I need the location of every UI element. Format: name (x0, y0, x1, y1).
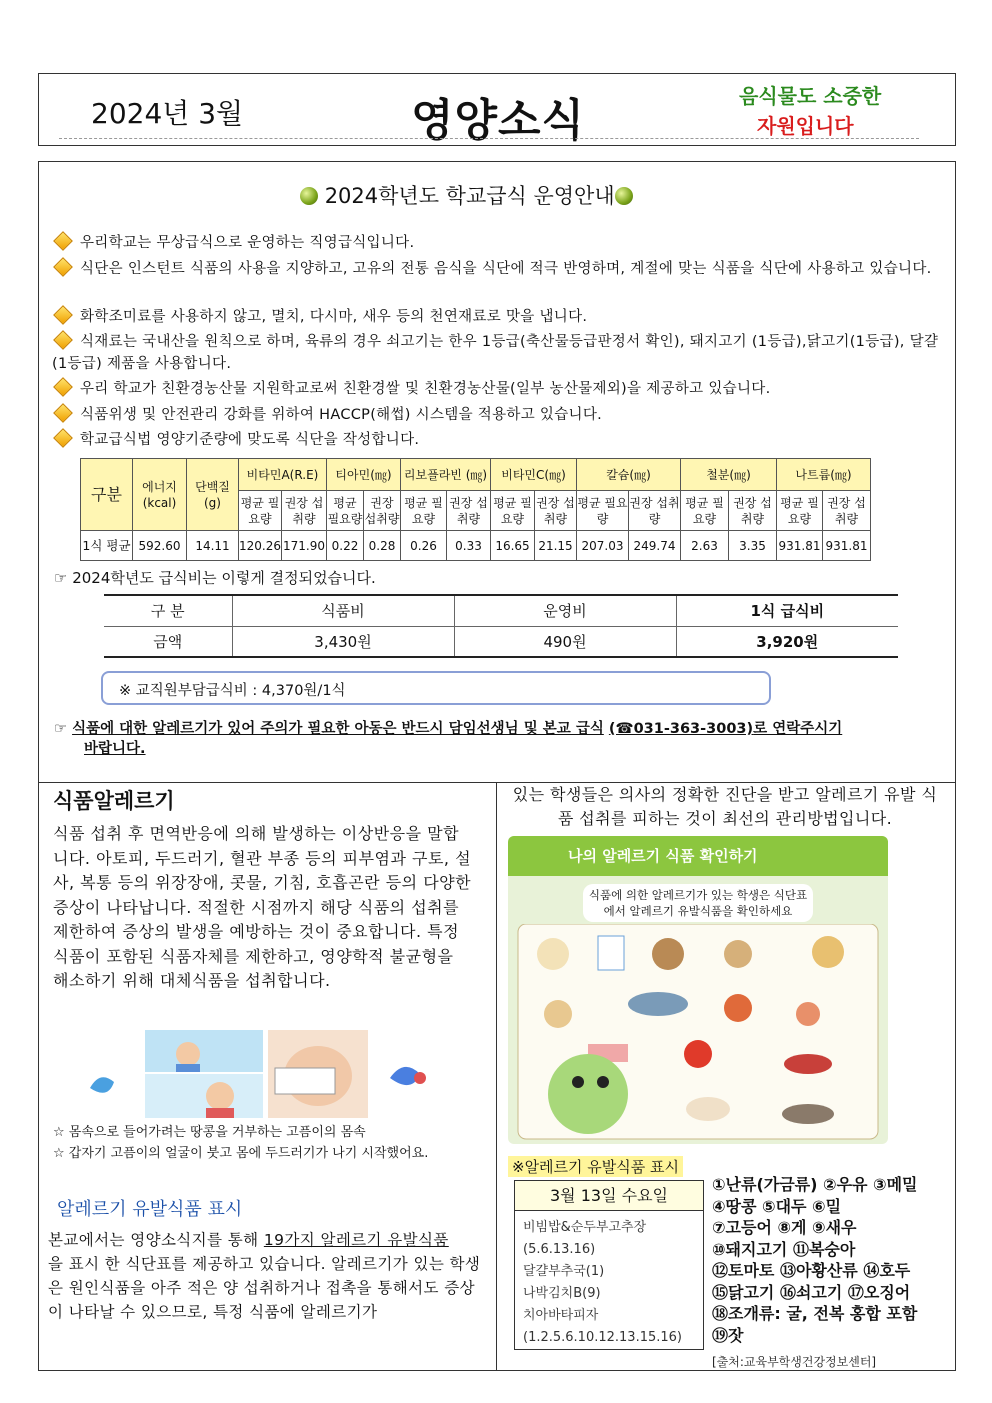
nut-sub-rec: 권장 섭취량 (282, 491, 327, 531)
nut-sub-avg: 평균 필요량 (239, 491, 282, 531)
slogan-line1: 음식물도 소중한 (739, 84, 882, 108)
allergen-line: ④땅콩 ⑤대두 ⑥밀 (712, 1196, 842, 1216)
nut-row-label: 1식 평균 (81, 531, 133, 561)
green-ball-icon (300, 187, 318, 205)
nut-group-header: 티아민(㎎) (327, 459, 401, 491)
diamond-icon (53, 257, 73, 277)
staff-meal-cost: ※ 교직원부담급식비 : 4,370원/1식 (101, 671, 771, 705)
cost-cell: 490원 (454, 626, 676, 657)
nut-sub-avg: 평균 필요량 (681, 491, 729, 531)
diamond-icon (53, 428, 73, 448)
nut-value: 120.26 (239, 531, 282, 561)
allergen-line: ⑫토마토 ⑬아황산류 ⑭호두 (712, 1261, 911, 1280)
nut-sub-avg: 평균 필요량 (577, 491, 629, 531)
nut-group-header: 칼슘(㎎) (577, 459, 681, 491)
allergen-line: ⑦고등어 ⑧게 ⑨새우 (712, 1218, 857, 1237)
allergy-body: 식품 섭취 후 면역반응에 의해 발생하는 이상반응을 말합니다. 아토피, 두드러기, 혈관 부종 등의 피부염과 구토, 설사, 복통 등의 위장장애, 콧물, 기침, 호흡곤란 등의 다양한 증상이 나타납니다. 적절한 시점까지 해당 식품의 섭취를 제한하여 증상의 발생을 예방하는 것이 중요합니다. 특정 식품이 포함된 식품자체를 제한하고, 영양학적 불균형을 해소하기 위해 대체식품을 섭취합니다. (53, 824, 472, 990)
nut-value: 249.74 (629, 531, 681, 561)
nut-group-header: 리보플라빈 (㎎) (401, 459, 491, 491)
bullet-item: 학교급식법 영양기준량에 맞도록 식단을 작성합니다. (52, 429, 942, 451)
nut-value: 0.26 (401, 531, 447, 561)
nut-value: 0.22 (327, 531, 364, 561)
cost-table (104, 594, 898, 658)
diamond-icon (53, 330, 73, 350)
food-illustration-icon (508, 924, 888, 1144)
allergen-label: ※알레르기 유발식품 표시 (508, 1156, 683, 1177)
allergen-line: ①난류(가금류) ②우유 ③메밀 (712, 1175, 918, 1194)
cost-intro: ☞ 2024학년도 급식비는 이렇게 결정되었습니다. (54, 569, 376, 587)
cost-cell: 금액 (104, 626, 232, 657)
cost-header: 1식 급식비 (676, 595, 898, 626)
nut-sub-rec: 권장 섭취량 (364, 491, 401, 531)
nut-value: 931.81 (777, 531, 823, 561)
allergen-list (712, 1174, 952, 1346)
bullet-item: 식재료는 국내산을 원칙으로 하며, 육류의 경우 쇠고기는 한우 1등급(축산물등급판정서 확인), 돼지고기 (1등급),닭고기(1등급), 달걀(1등급) 제품을 사용합니다. (52, 331, 942, 375)
nut-value: 2.63 (681, 531, 729, 561)
allergen-line: ⑱조개류: 굴, 전복 홍합 포함 (712, 1304, 918, 1323)
allergy-title: 식품알레르기 (53, 789, 175, 813)
diamond-icon (53, 231, 73, 251)
bullet-item: 우리 학교가 친환경농산물 지원학교로써 친환경쌀 및 친환경농산물(일부 농산물제외)을 제공하고 있습니다. (52, 378, 942, 400)
nut-value: 592.60 (133, 531, 187, 561)
nut-group-header: 나트륨(㎎) (777, 459, 871, 491)
nut-group-header: 비타민A(R.E) (239, 459, 327, 491)
section-divider-vertical (496, 782, 497, 1371)
menu-box (514, 1180, 704, 1350)
allergy-right-body: 있는 학생들은 의사의 정확한 진단을 받고 알레르기 유발 식품 섭취를 피하는 것이 최선의 관리방법입니다. (512, 785, 938, 828)
nutrition-table (80, 458, 871, 561)
menu-item: 달걀부추국(1) (523, 1264, 605, 1279)
nut-sub-rec: 권장 섭취량 (823, 491, 871, 531)
header (38, 73, 956, 146)
nut-sub-rec: 권장 섭취량 (535, 491, 577, 531)
menu-date: 3월 13일 수요일 (515, 1181, 703, 1211)
allergy-poster (508, 836, 888, 1144)
bullet-item: 화학조미료를 사용하지 않고, 멸치, 다시마, 새우 등의 천연재료로 맛을 냅니다. (52, 306, 942, 328)
nut-value: 21.15 (535, 531, 577, 561)
bullet-item: 식품위생 및 안전관리 강화를 위하여 HACCP(해썹) 시스템을 적용하고 있습니다. (52, 404, 942, 426)
nut-value: 207.03 (577, 531, 629, 561)
nut-value: 931.81 (823, 531, 871, 561)
bullet-item: 우리학교는 무상급식으로 운영하는 직영급식입니다. (52, 232, 942, 254)
nut-protein-header: 단백질 (g) (187, 459, 239, 531)
diamond-icon (53, 305, 73, 325)
caption: ☆ 갑자기 고픔이의 얼굴이 붓고 몸에 두드러기가 나기 시작했어요. (53, 1146, 429, 1161)
nut-value: 3.35 (729, 531, 777, 561)
cost-header: 구 분 (104, 595, 232, 626)
allergy-notice: ☞ 식품에 대한 알레르기가 있어 주의가 필요한 아동은 반드시 담임선생님 및 본교 급식 (☎031-363-3003)로 연락주시기 바랍니다. (54, 721, 843, 757)
nut-energy-header: 에너지 (kcal) (133, 459, 187, 531)
nut-group-header: 철분(㎎) (681, 459, 777, 491)
header-divider (59, 138, 919, 139)
poster-title: 나의 알레르기 식품 확인하기 (568, 847, 758, 865)
cost-header: 식품비 (232, 595, 454, 626)
diamond-icon (53, 377, 73, 397)
nut-sub-rec: 권장 섭취량 (729, 491, 777, 531)
nut-value: 0.28 (364, 531, 401, 561)
source: [출처:교육부학생건강정보센터] (712, 1355, 877, 1369)
nut-sub-avg: 평균 필요량 (777, 491, 823, 531)
nut-sub-avg: 평균 필요량 (327, 491, 364, 531)
nut-row-header: 구분 (81, 459, 133, 531)
allergy-illustration (70, 1030, 475, 1118)
cost-cell: 3,920원 (676, 626, 898, 657)
operation-title: 2024학년도 학교급식 운영안내 (300, 180, 633, 210)
slogan-line2: 자원입니다 (757, 114, 854, 138)
allergen-line: ⑲잣 (712, 1325, 744, 1345)
cost-cell: 3,430원 (232, 626, 454, 657)
diamond-icon (53, 403, 73, 423)
menu-item: 비빔밥&순두부고추장(5.6.13.16) (523, 1220, 647, 1257)
menu-item: 나박김치B(9) (523, 1286, 601, 1301)
allergy-sub-title: 알레르기 유발식품 표시 (57, 1199, 243, 1220)
caption: ☆ 몸속으로 들어가려는 땅콩을 거부하는 고픔이의 몸속 (53, 1125, 366, 1140)
allergy-cartoon-icon (70, 1030, 475, 1118)
menu-list (523, 1217, 701, 1349)
cost-header: 운영비 (454, 595, 676, 626)
nut-group-header: 비타민C(㎎) (491, 459, 577, 491)
nut-value: 14.11 (187, 531, 239, 561)
nut-sub-avg: 평균 필요량 (491, 491, 535, 531)
poster-subtitle: 식품에 의한 알레르기가 있는 학생은 식단표에서 알레르기 유발식품을 확인하세요 (583, 884, 813, 922)
allergen-line: ⑩돼지고기 ⑪복숭아 (712, 1239, 856, 1259)
bullet-item: 식단은 인스턴트 식품의 사용을 지양하고, 고유의 전통 음식을 식단에 적극 반영하며, 계절에 맞는 식품을 식단에 사용하고 있습니다. (52, 258, 942, 280)
nut-value: 0.33 (447, 531, 491, 561)
menu-item: 치아바타피자(1.2.5.6.10.12.13.15.16) (523, 1308, 682, 1345)
nut-value: 171.90 (282, 531, 327, 561)
nut-sub-rec: 권장 섭취량 (629, 491, 681, 531)
allergy-body2: 본교에서는 영양소식지를 통해 19가지 알레르기 유발식품 을 표시 한 식단표를 제공하고 있습니다. 알레르기가 있는 학생은 원인식품을 아주 적은 양 섭취하거나 접촉을 통해서도 증상이 나타날 수 있으므로, 특정 식품에 알레르기가 (48, 1231, 481, 1321)
nut-sub-rec: 권장 섭취량 (447, 491, 491, 531)
header-date: 2024년 3월 (91, 97, 244, 130)
nut-value: 16.65 (491, 531, 535, 561)
allergen-line: ⑮닭고기 ⑯쇠고기 ⑰오징어 (712, 1282, 911, 1302)
green-ball-icon (615, 187, 633, 205)
nut-sub-avg: 평균 필요량 (401, 491, 447, 531)
page-title: 영양소식 (411, 95, 586, 146)
